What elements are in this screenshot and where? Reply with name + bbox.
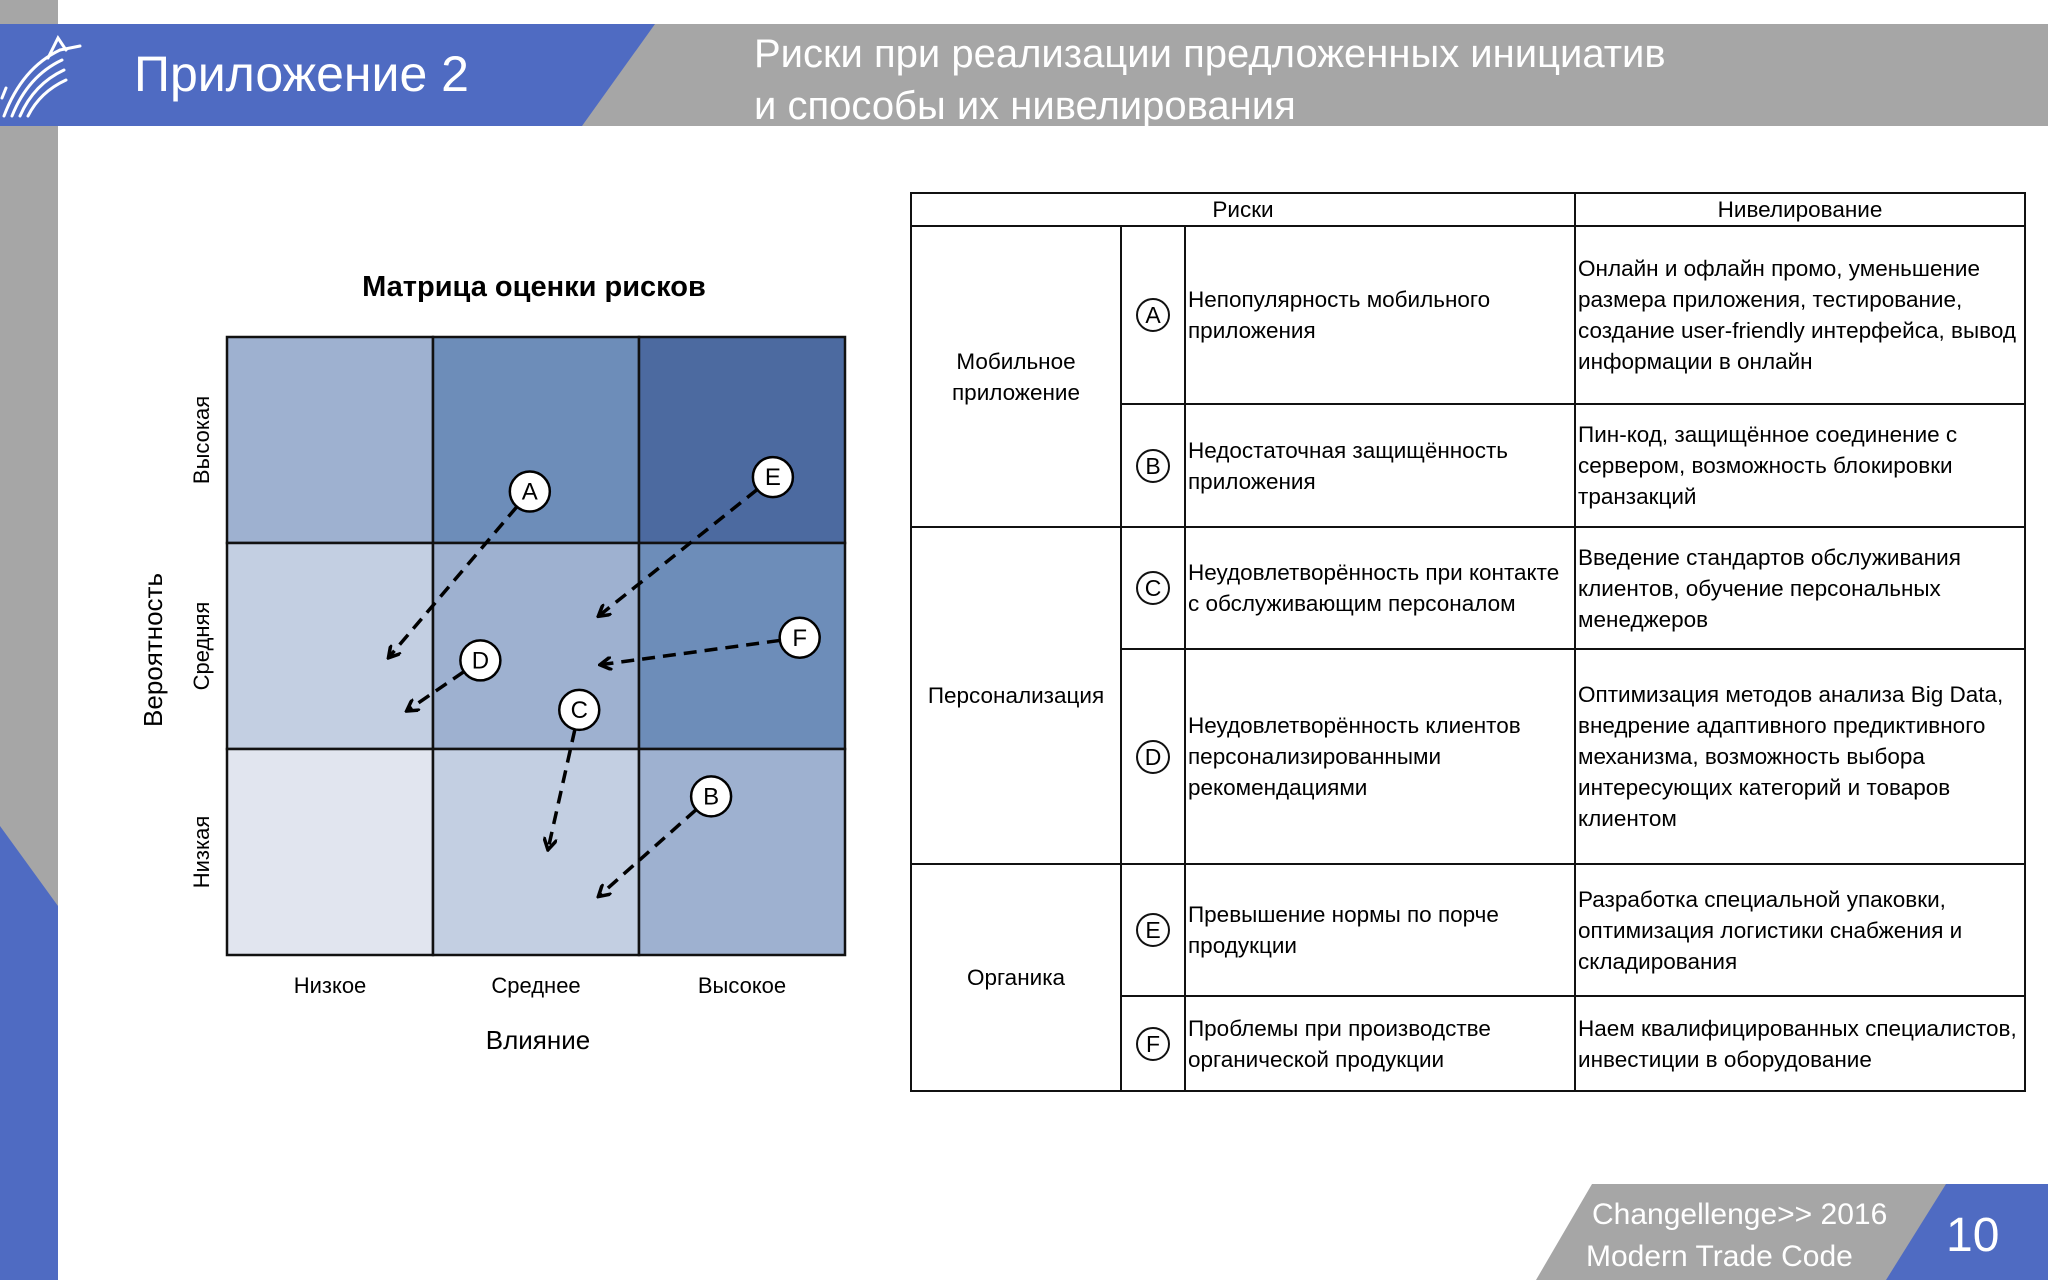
matrix-cell bbox=[433, 337, 639, 543]
risk-marker-b bbox=[691, 776, 731, 816]
footer-event: Changellenge>> 2016 bbox=[1592, 1198, 1888, 1231]
table-row bbox=[911, 226, 2025, 404]
x-tick-label: Среднее bbox=[491, 973, 581, 998]
risk-marker-d bbox=[460, 640, 500, 680]
risk-marker-f bbox=[780, 618, 820, 658]
risk-marker-label: C bbox=[570, 696, 588, 724]
mitigation-text: Разработка специальной упаковки, оптимизация логистики снабжения и складирования bbox=[1575, 864, 2025, 996]
slide-title-line1: Риски при реализации предложенных инициатив bbox=[754, 32, 1666, 76]
risk-letter: E bbox=[1136, 913, 1170, 947]
risk-table bbox=[910, 192, 2026, 1092]
matrix-cell bbox=[227, 337, 433, 543]
logo-icon bbox=[0, 28, 90, 124]
table-row bbox=[911, 864, 2025, 996]
risk-letter: B bbox=[1136, 449, 1170, 483]
mitigation-text: Наем квалифицированных специалистов, инвестиции в оборудование bbox=[1575, 996, 2025, 1091]
risk-marker-label: B bbox=[703, 783, 720, 811]
column-header-risks: Риски bbox=[911, 193, 1575, 226]
risk-matrix-chart bbox=[120, 260, 880, 1070]
risk-marker-a bbox=[510, 472, 550, 512]
left-decor-strip bbox=[0, 0, 58, 1280]
group-organic: Органика bbox=[911, 864, 1121, 1091]
matrix-cell bbox=[639, 337, 845, 543]
risk-text: Неудовлетворённость клиентов персонализированными рекомендациями bbox=[1185, 649, 1575, 864]
group-personalization: Персонализация bbox=[911, 527, 1121, 864]
mitigation-text: Введение стандартов обслуживания клиентов, обучение персональных менеджеров bbox=[1575, 527, 2025, 649]
risk-text: Неудовлетворённость при контакте с обслуживающим персоналом bbox=[1185, 527, 1575, 649]
risk-letter: F bbox=[1136, 1027, 1170, 1061]
y-tick-label: Средняя bbox=[189, 601, 214, 691]
slide-title bbox=[754, 28, 1666, 132]
page-number: 10 bbox=[1946, 1209, 2000, 1262]
matrix-cell bbox=[227, 749, 433, 955]
matrix-cell bbox=[639, 749, 845, 955]
risk-text: Проблемы при производстве органической продукции bbox=[1185, 996, 1575, 1091]
mitigation-text: Пин-код, защищённое соединение с сервером, возможность блокировки транзакций bbox=[1575, 404, 2025, 527]
group-mobile-app: Мобильное приложение bbox=[911, 226, 1121, 527]
app-title: Приложение 2 bbox=[134, 46, 469, 102]
mitigation-text: Онлайн и офлайн промо, уменьшение размера приложения, тестирование, создание user-friendly интерфейса, вывод информации в онлайн bbox=[1575, 226, 2025, 404]
y-tick-label: Низкая bbox=[189, 815, 214, 889]
risk-letter: D bbox=[1136, 740, 1170, 774]
risk-text: Недостаточная защищённость приложения bbox=[1185, 404, 1575, 527]
matrix-cell bbox=[433, 749, 639, 955]
risk-marker-label: F bbox=[792, 624, 808, 652]
risk-marker-c bbox=[559, 690, 599, 730]
footer-case: Modern Trade Code bbox=[1586, 1240, 1853, 1273]
risk-marker-e bbox=[753, 457, 793, 497]
risk-marker-label: E bbox=[764, 464, 781, 492]
y-axis-label: Вероятность bbox=[138, 573, 168, 727]
matrix-cell bbox=[227, 543, 433, 749]
risk-text: Непопулярность мобильного приложения bbox=[1185, 226, 1575, 404]
y-tick-label: Высокая bbox=[189, 395, 214, 485]
matrix-cell bbox=[433, 543, 639, 749]
table-row bbox=[911, 527, 2025, 649]
risk-letter: A bbox=[1136, 298, 1170, 332]
slide-title-line2: и способы их нивелирования bbox=[754, 84, 1296, 128]
x-tick-label: Высокое bbox=[697, 973, 787, 998]
risk-text: Превышение нормы по порче продукции bbox=[1185, 864, 1575, 996]
x-tick-label: Низкое bbox=[293, 973, 367, 998]
chart-title: Матрица оценки рисков bbox=[362, 271, 706, 303]
risk-marker-label: D bbox=[471, 647, 490, 675]
x-axis-label: Влияние bbox=[485, 1025, 591, 1055]
risk-letter: C bbox=[1136, 571, 1170, 605]
column-header-mitigation: Нивелирование bbox=[1575, 193, 2025, 226]
risk-marker-label: A bbox=[521, 478, 538, 506]
mitigation-text: Оптимизация методов анализа Big Data, внедрение адаптивного предиктивного механизма, возможность выбора интересующих категорий и товаров клиентом bbox=[1575, 649, 2025, 864]
